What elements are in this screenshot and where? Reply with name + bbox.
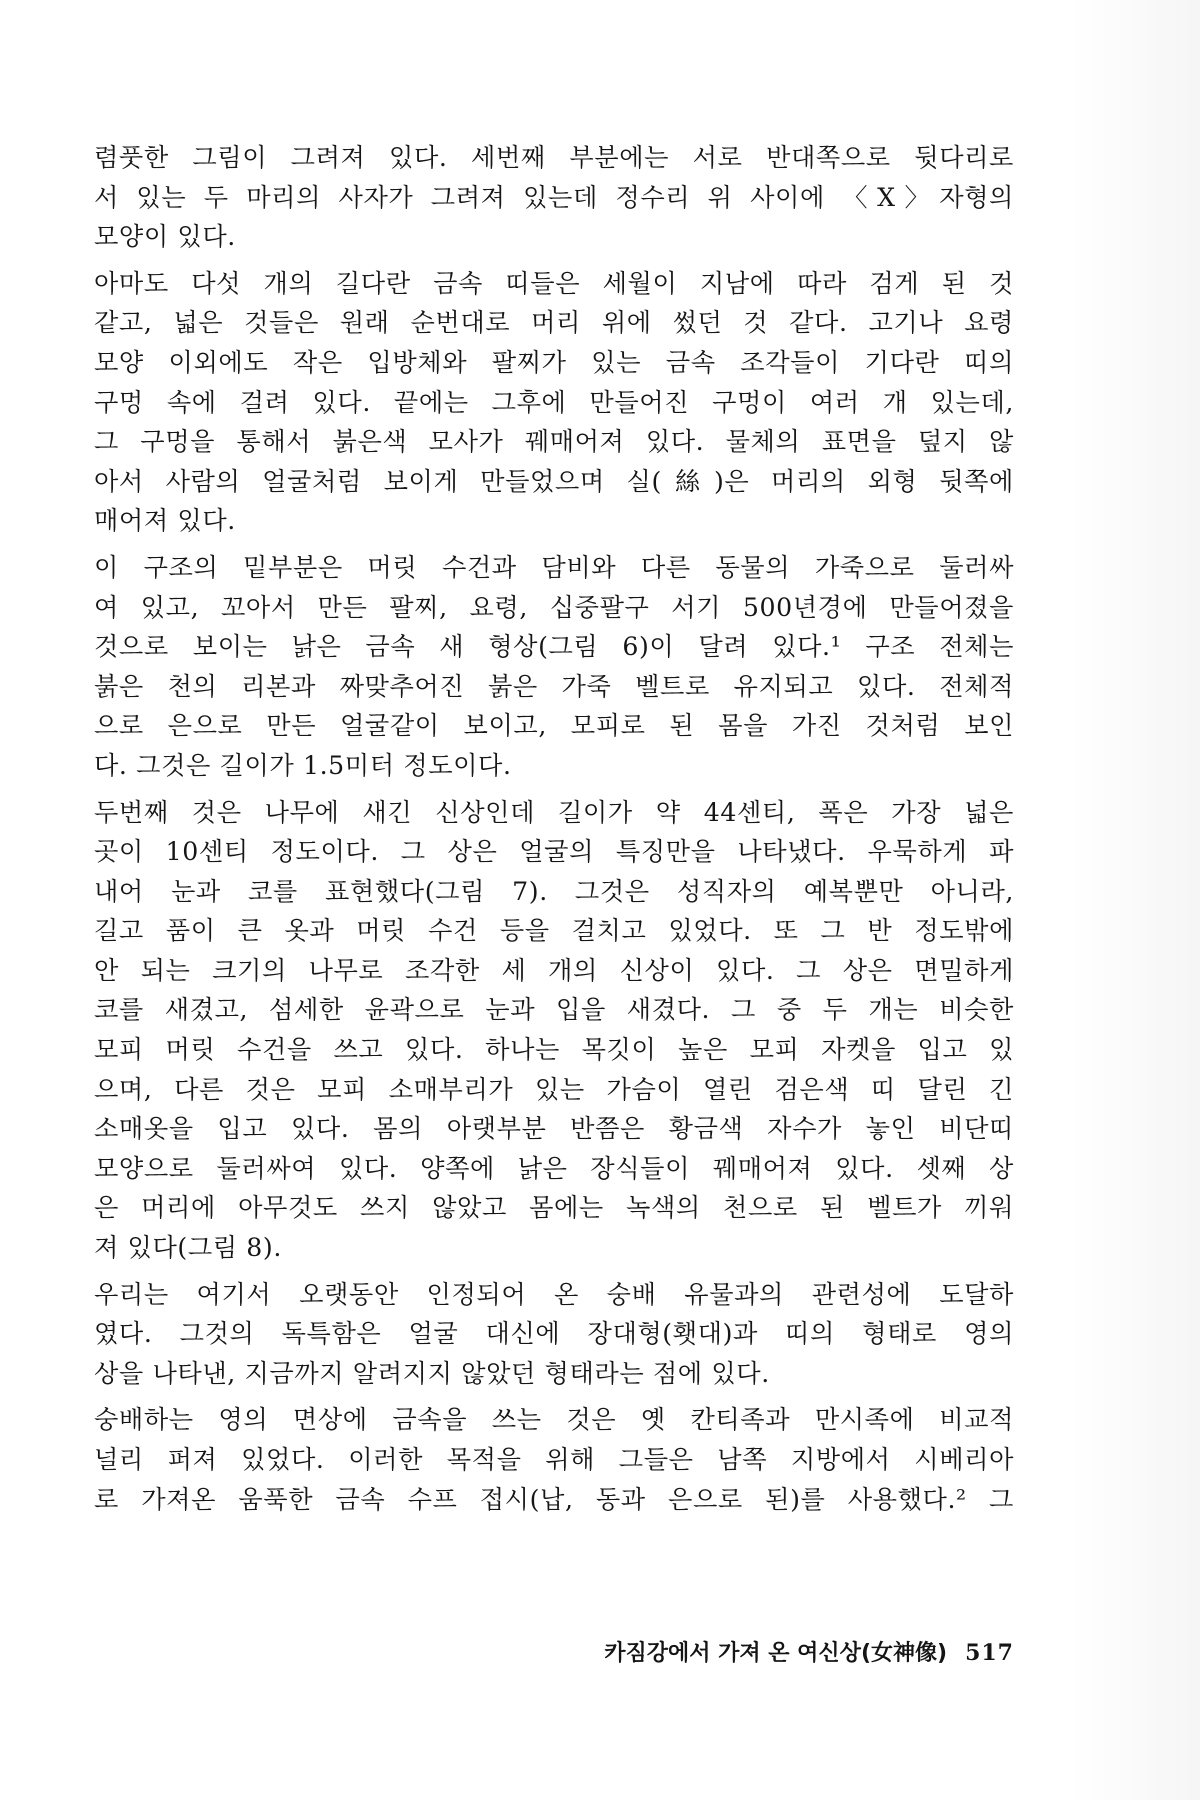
- text-line: 으로 은으로 만든 얼굴같이 보이고, 모피로 된 몸을 가진 것처럼 보인: [94, 711, 1014, 741]
- running-title: 카짐강에서 가져 온 여신상(女神像): [604, 1641, 948, 1666]
- text-line: 숭배하는 영의 면상에 금속을 쓰는 것은 옛 칸티족과 만시족에 비교적: [94, 1405, 1014, 1435]
- page-number: 517: [965, 1640, 1014, 1666]
- text-line: 우리는 여기서 오랫동안 인정되어 온 숭배 유물과의 관련성에 도달하: [94, 1279, 1014, 1309]
- text-line: 매어져 있다.: [94, 506, 236, 536]
- text-line: 같고, 넓은 것들은 원래 순번대로 머리 위에 썼던 것 같다. 고기나 요령: [94, 308, 1014, 338]
- running-footer: [500, 1638, 1014, 1669]
- text-line: 로 가져온 움푹한 금속 수프 접시(납, 동과 은으로 된)를 사용했다.² 그: [94, 1484, 1014, 1514]
- text-line: 으며, 다른 것은 모피 소매부리가 있는 가슴이 열린 검은색 띠 달린 긴: [94, 1074, 1014, 1104]
- page-edge-shading: [1070, 0, 1200, 1800]
- paragraph: [94, 264, 1014, 541]
- text-line: 아서 사람의 얼굴처럼 보이게 만들었으며 실(絲)은 머리의 외형 뒷쪽에: [94, 466, 1014, 496]
- text-line: 모양으로 둘러싸여 있다. 양쪽에 낡은 장식들이 꿰매어져 있다. 셋째 상: [94, 1153, 1014, 1183]
- text-line: 모피 머릿 수건을 쓰고 있다. 하나는 목깃이 높은 모피 자켓을 입고 있: [94, 1035, 1014, 1065]
- body-text: [94, 138, 1014, 1526]
- text-line: 두번째 것은 나무에 새긴 신상인데 길이가 약 44센티, 폭은 가장 넓은: [94, 797, 1014, 827]
- text-line: 다. 그것은 길이가 1.5미터 정도이다.: [94, 750, 512, 780]
- paragraph: [94, 793, 1014, 1268]
- text-line: 였다. 그것의 독특함은 얼굴 대신에 장대형(횃대)과 띠의 형태로 영의: [94, 1319, 1014, 1349]
- text-line: 아마도 다섯 개의 길다란 금속 띠들은 세월이 지남에 따라 검게 된 것: [94, 268, 1014, 298]
- text-line: 코를 새겼고, 섬세한 윤곽으로 눈과 입을 새겼다. 그 중 두 개는 비슷한: [94, 995, 1014, 1025]
- text-line: 모양이 있다.: [94, 222, 236, 252]
- text-line: 곳이 10센티 정도이다. 그 상은 얼굴의 특징만을 나타냈다. 우묵하게 파: [94, 837, 1014, 867]
- text-line: 상을 나타낸, 지금까지 알려지지 않았던 형태라는 점에 있다.: [94, 1358, 770, 1388]
- text-line: 소매옷을 입고 있다. 몸의 아랫부분 반쯤은 황금색 자수가 놓인 비단띠: [94, 1114, 1014, 1144]
- text-line: 내어 눈과 코를 표현했다(그림 7). 그것은 성직자의 예복뿐만 아니라,: [94, 876, 1014, 906]
- text-line: 렴풋한 그림이 그려져 있다. 세번째 부분에는 서로 반대쪽으로 뒷다리로: [94, 143, 1014, 172]
- text-line: 널리 퍼져 있었다. 이러한 목적을 위해 그들은 남쪽 지방에서 시베리아: [94, 1445, 1014, 1474]
- paragraph: [94, 138, 1014, 257]
- text-line: 은 머리에 아무것도 쓰지 않았고 몸에는 녹색의 천으로 된 벨트가 끼워: [94, 1193, 1014, 1223]
- text-line: 서 있는 두 마리의 사자가 그려져 있는데 정수리 위 사이에 〈X〉자형의: [94, 182, 1014, 212]
- paragraph: [94, 1275, 1014, 1394]
- text-line: 여 있고, 꼬아서 만든 팔찌, 요령, 십중팔구 서기 500년경에 만들어졌을: [94, 592, 1014, 622]
- text-line: 이 구조의 밑부분은 머릿 수건과 담비와 다른 동물의 가죽으로 둘러싸: [94, 552, 1014, 582]
- text-line: 져 있다(그림 8).: [94, 1233, 282, 1263]
- text-line: 안 되는 크기의 나무로 조각한 세 개의 신상이 있다. 그 상은 면밀하게: [94, 955, 1014, 985]
- text-line: 모양 이외에도 작은 입방체와 팔찌가 있는 금속 조각들이 기다란 띠의: [94, 347, 1014, 377]
- text-line: 것으로 보이는 낡은 금속 새 형상(그림 6)이 달려 있다.¹ 구조 전체는: [94, 632, 1014, 662]
- paragraph: [94, 1400, 1014, 1519]
- text-line: 붉은 천의 리본과 짜맞추어진 붉은 가죽 벨트로 유지되고 있다. 전체적: [94, 671, 1014, 701]
- text-line: 구멍 속에 걸려 있다. 끝에는 그후에 만들어진 구멍이 여러 개 있는데,: [94, 387, 1014, 417]
- text-line: 그 구멍을 통해서 붉은색 모사가 꿰매어져 있다. 물체의 표면을 덮지 않: [94, 427, 1014, 457]
- text-line: 길고 품이 큰 옷과 머릿 수건 등을 걸치고 있었다. 또 그 반 정도밖에: [94, 916, 1014, 946]
- paragraph: [94, 548, 1014, 786]
